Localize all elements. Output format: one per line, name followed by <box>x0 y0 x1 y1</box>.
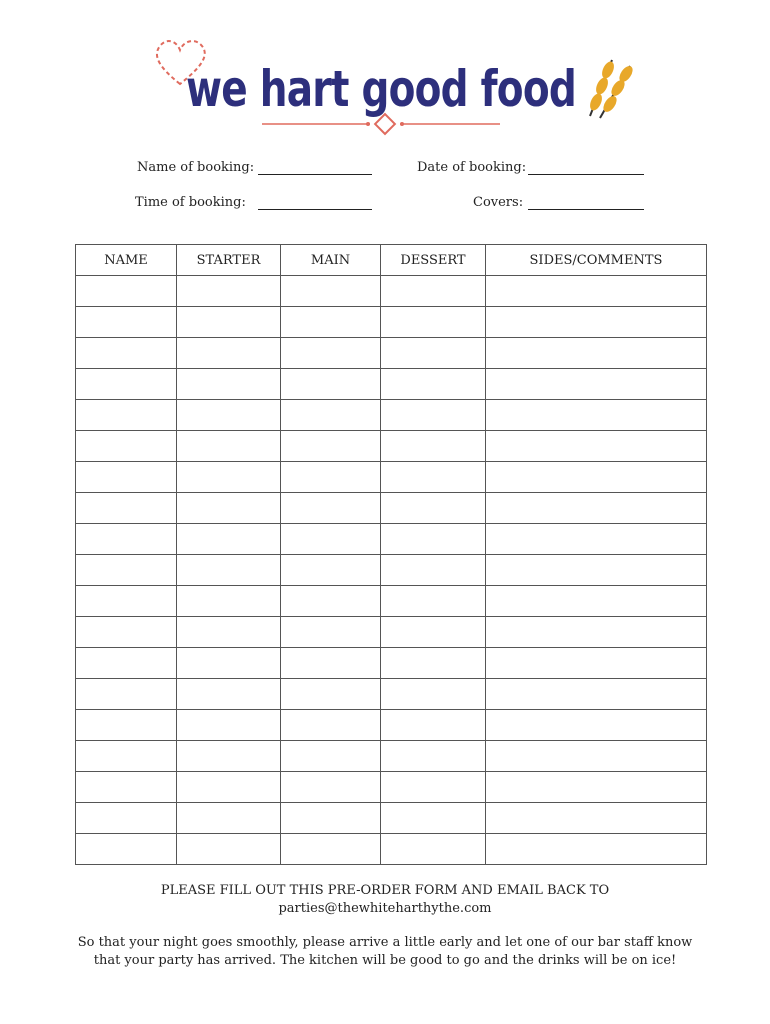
table-cell[interactable] <box>486 772 707 803</box>
order-table <box>75 244 707 865</box>
table-cell[interactable] <box>177 338 281 369</box>
table-cell[interactable] <box>486 803 707 834</box>
table-cell[interactable] <box>281 524 381 555</box>
table-row <box>76 307 707 338</box>
table-cell[interactable] <box>486 741 707 772</box>
table-cell[interactable] <box>76 338 177 369</box>
table-row <box>76 617 707 648</box>
table-cell[interactable] <box>381 834 486 865</box>
table-cell[interactable] <box>486 617 707 648</box>
table-cell[interactable] <box>177 431 281 462</box>
table-cell[interactable] <box>177 741 281 772</box>
table-cell[interactable] <box>486 431 707 462</box>
table-cell[interactable] <box>281 586 381 617</box>
table-row <box>76 524 707 555</box>
table-cell[interactable] <box>486 834 707 865</box>
table-cell[interactable] <box>486 400 707 431</box>
table-cell[interactable] <box>76 524 177 555</box>
table-row <box>76 679 707 710</box>
date-of-booking-label: Date of booking: <box>417 160 527 175</box>
date-of-booking-line[interactable] <box>528 174 644 175</box>
covers-label: Covers: <box>473 195 524 210</box>
table-cell[interactable] <box>281 741 381 772</box>
table-row <box>76 648 707 679</box>
name-of-booking-label: Name of booking: <box>137 160 255 175</box>
table-cell[interactable] <box>381 400 486 431</box>
table-cell[interactable] <box>381 276 486 307</box>
table-cell[interactable] <box>486 524 707 555</box>
table-cell[interactable] <box>381 462 486 493</box>
table-cell[interactable] <box>486 276 707 307</box>
table-cell[interactable] <box>76 741 177 772</box>
table-row <box>76 462 707 493</box>
table-cell[interactable] <box>177 400 281 431</box>
table-cell[interactable] <box>76 431 177 462</box>
table-cell[interactable] <box>76 710 177 741</box>
table-cell[interactable] <box>76 803 177 834</box>
table-cell[interactable] <box>281 772 381 803</box>
footer-line1: PLEASE FILL OUT THIS PRE-ORDER FORM AND EMAIL BACK TO <box>160 883 610 898</box>
table-cell[interactable] <box>177 834 281 865</box>
table-cell[interactable] <box>281 400 381 431</box>
table-cell[interactable] <box>281 369 381 400</box>
table-cell[interactable] <box>381 307 486 338</box>
table-cell[interactable] <box>281 338 381 369</box>
table-cell[interactable] <box>177 803 281 834</box>
time-of-booking-line[interactable] <box>258 209 372 210</box>
table-row <box>76 276 707 307</box>
logo <box>150 36 640 136</box>
table-cell[interactable] <box>76 276 177 307</box>
table-cell[interactable] <box>76 462 177 493</box>
table-cell[interactable] <box>381 555 486 586</box>
table-cell[interactable] <box>76 555 177 586</box>
footer-note-line1: So that your night goes smoothly, please arrive a little early and let one of our bar staff know <box>77 935 693 950</box>
footer-instructions <box>0 882 770 918</box>
table-row <box>76 338 707 369</box>
table-cell[interactable] <box>381 648 486 679</box>
table-header-row <box>76 245 707 276</box>
column-header-main: MAIN <box>281 245 381 276</box>
table-cell[interactable] <box>76 307 177 338</box>
table-cell[interactable] <box>177 586 281 617</box>
table-row <box>76 400 707 431</box>
table-cell[interactable] <box>76 617 177 648</box>
table-cell[interactable] <box>381 338 486 369</box>
table-cell[interactable] <box>76 772 177 803</box>
table-cell[interactable] <box>486 710 707 741</box>
table-cell[interactable] <box>486 679 707 710</box>
table-cell[interactable] <box>486 648 707 679</box>
footer-email[interactable]: parties@thewhiteharthythe.com <box>278 901 492 916</box>
footer-note <box>0 934 770 970</box>
table-cell[interactable] <box>486 307 707 338</box>
table-cell[interactable] <box>177 307 281 338</box>
table-cell[interactable] <box>177 648 281 679</box>
table-cell[interactable] <box>281 710 381 741</box>
time-of-booking-label: Time of booking: <box>135 195 246 210</box>
table-row <box>76 586 707 617</box>
table-body <box>76 276 707 865</box>
table-cell[interactable] <box>281 648 381 679</box>
table-cell[interactable] <box>177 710 281 741</box>
table-cell[interactable] <box>281 276 381 307</box>
table-cell[interactable] <box>486 555 707 586</box>
wheat-icon <box>588 60 636 118</box>
table-row <box>76 741 707 772</box>
table-cell[interactable] <box>486 493 707 524</box>
column-header-starter: STARTER <box>177 245 281 276</box>
table-cell[interactable] <box>177 617 281 648</box>
table-cell[interactable] <box>486 369 707 400</box>
table-cell[interactable] <box>381 772 486 803</box>
table-cell[interactable] <box>281 462 381 493</box>
table-cell[interactable] <box>177 679 281 710</box>
table-cell[interactable] <box>281 803 381 834</box>
table-cell[interactable] <box>76 493 177 524</box>
covers-line[interactable] <box>528 209 644 210</box>
table-cell[interactable] <box>486 462 707 493</box>
name-of-booking-line[interactable] <box>258 174 372 175</box>
logo-text: we hart good food <box>186 60 576 118</box>
table-cell[interactable] <box>281 679 381 710</box>
table-cell[interactable] <box>177 276 281 307</box>
table-row <box>76 555 707 586</box>
table-row <box>76 710 707 741</box>
table-cell[interactable] <box>76 648 177 679</box>
table-cell[interactable] <box>76 834 177 865</box>
table-cell[interactable] <box>381 524 486 555</box>
table-cell[interactable] <box>281 493 381 524</box>
table-row <box>76 369 707 400</box>
table-cell[interactable] <box>381 741 486 772</box>
table-cell[interactable] <box>381 493 486 524</box>
table-row <box>76 431 707 462</box>
table-cell[interactable] <box>177 462 281 493</box>
table-cell[interactable] <box>177 369 281 400</box>
column-header-sides-comments: SIDES/COMMENTS <box>486 245 707 276</box>
table-cell[interactable] <box>281 555 381 586</box>
table-row <box>76 803 707 834</box>
table-cell[interactable] <box>381 586 486 617</box>
table-cell[interactable] <box>281 431 381 462</box>
footer-note-line2: that your party has arrived. The kitchen will be good to go and the drinks will be on ice! <box>93 953 677 968</box>
table-cell[interactable] <box>177 555 281 586</box>
table-cell[interactable] <box>177 524 281 555</box>
table-cell[interactable] <box>281 307 381 338</box>
table-cell[interactable] <box>76 400 177 431</box>
table-row <box>76 493 707 524</box>
table-cell[interactable] <box>486 338 707 369</box>
table-cell[interactable] <box>76 369 177 400</box>
table-cell[interactable] <box>381 679 486 710</box>
table-cell[interactable] <box>76 679 177 710</box>
table-cell[interactable] <box>381 710 486 741</box>
table-row <box>76 772 707 803</box>
table-cell[interactable] <box>381 431 486 462</box>
column-header-name: NAME <box>76 245 177 276</box>
table-cell[interactable] <box>177 493 281 524</box>
table-cell[interactable] <box>486 586 707 617</box>
table-cell[interactable] <box>381 803 486 834</box>
table-cell[interactable] <box>281 617 381 648</box>
table-cell[interactable] <box>76 586 177 617</box>
table-cell[interactable] <box>381 369 486 400</box>
column-header-dessert: DESSERT <box>381 245 486 276</box>
table-cell[interactable] <box>281 834 381 865</box>
table-cell[interactable] <box>381 617 486 648</box>
table-cell[interactable] <box>177 772 281 803</box>
table-row <box>76 834 707 865</box>
